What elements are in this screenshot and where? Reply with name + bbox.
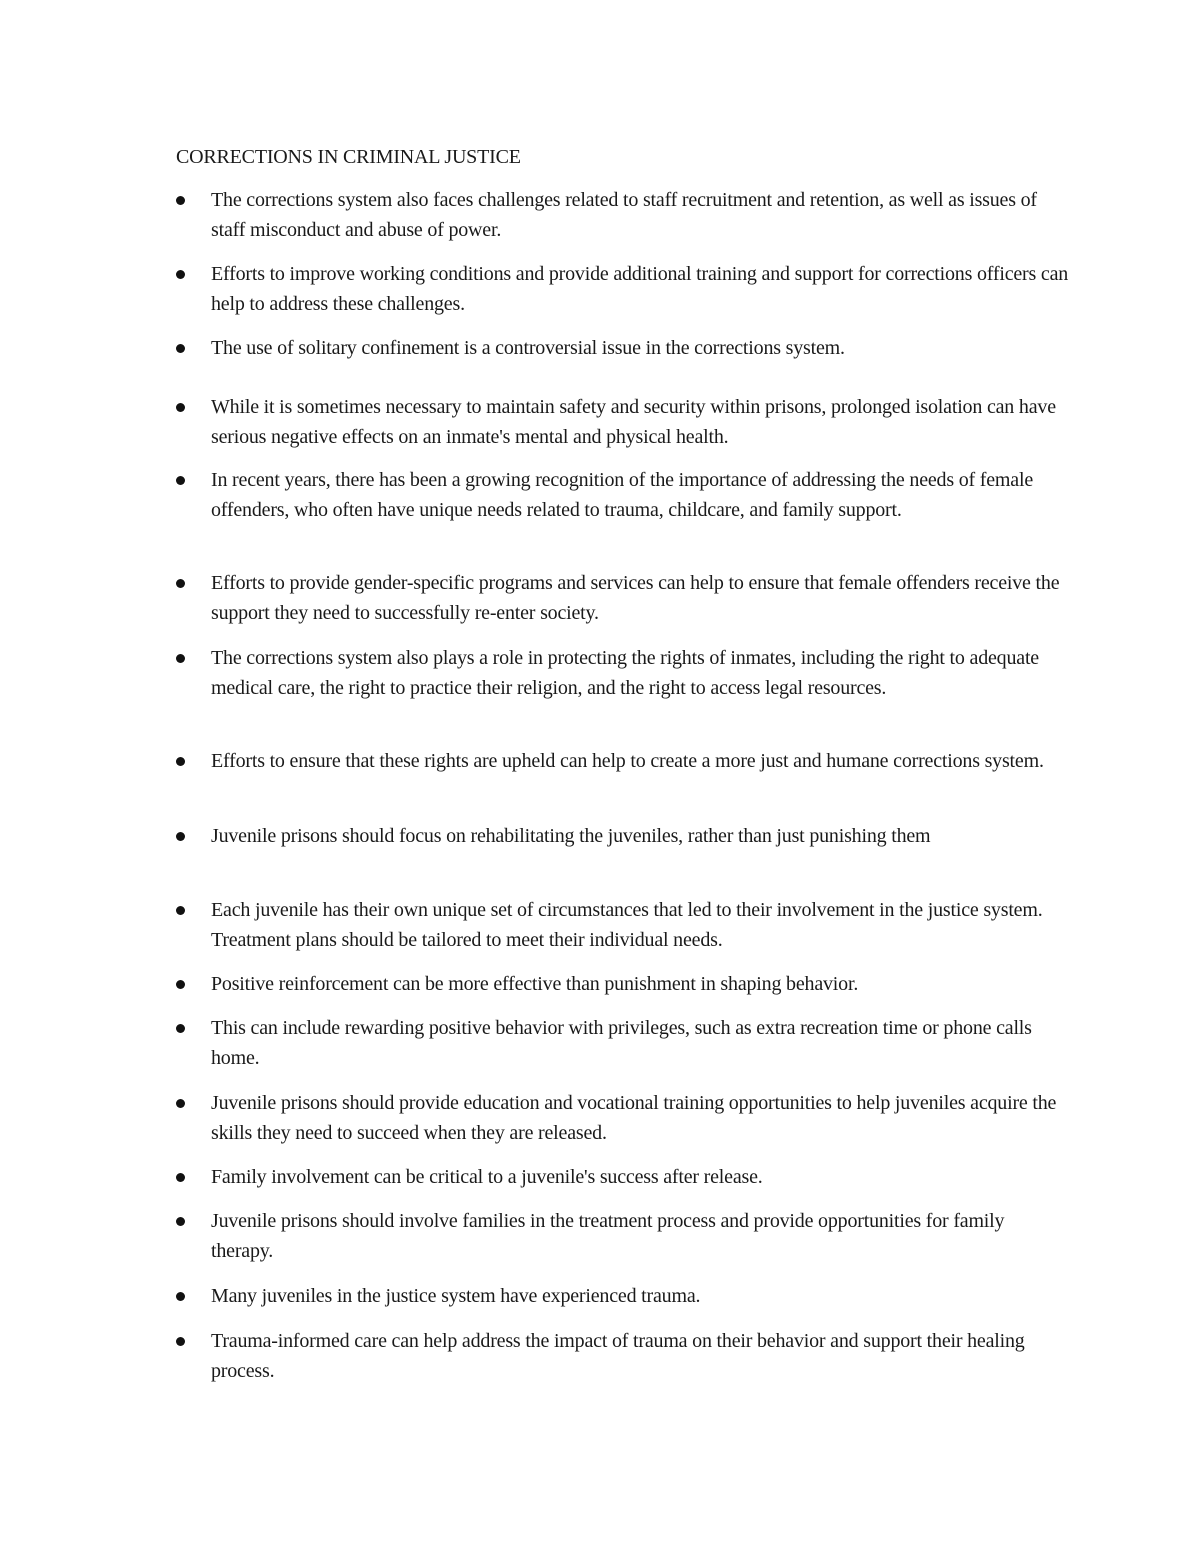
bullet-icon	[176, 1217, 185, 1226]
bullet-icon	[176, 403, 185, 412]
list-item-text: Many juveniles in the justice system have experienced trauma.	[211, 1285, 701, 1307]
bullet-icon	[176, 1024, 185, 1033]
bullet-icon	[176, 344, 185, 353]
list-item-text: Efforts to provide gender-specific programs and services can help to ensure that female offenders receive the support they need to successfully re-enter society.	[211, 572, 1060, 624]
list-item-text: Efforts to ensure that these rights are upheld can help to create a more just and humane corrections system.	[211, 750, 1044, 772]
list-item-text: Juvenile prisons should focus on rehabilitating the juveniles, rather than just punishing them	[211, 825, 931, 847]
list-item-text: The corrections system also plays a role in protecting the rights of inmates, including the right to adequate medical care, the right to practice their religion, and the right to access legal resources.	[211, 647, 1039, 699]
list-item-text: Juvenile prisons should provide education and vocational training opportunities to help juveniles acquire the skills they need to succeed when they are released.	[211, 1092, 1057, 1144]
list-item-text: The use of solitary confinement is a controversial issue in the corrections system.	[211, 337, 845, 359]
list-item-text: This can include rewarding positive behavior with privileges, such as extra recreation time or phone calls home.	[211, 1017, 1032, 1069]
list-item-text: Trauma-informed care can help address the impact of trauma on their behavior and support their healing process.	[211, 1330, 1025, 1382]
list-item-text: Juvenile prisons should involve families in the treatment process and provide opportunities for family therapy.	[211, 1210, 1005, 1262]
bullet-icon	[176, 270, 185, 279]
document-title: CORRECTIONS IN CRIMINAL JUSTICE	[176, 146, 521, 168]
list-item-text: Positive reinforcement can be more effective than punishment in shaping behavior.	[211, 973, 859, 995]
list-item-text: Family involvement can be critical to a juvenile's success after release.	[211, 1166, 763, 1188]
bullet-icon	[176, 476, 185, 485]
bullet-icon	[176, 1099, 185, 1108]
list-item-text: Efforts to improve working conditions and provide additional training and support for corrections officers can help to address these challenges.	[211, 263, 1069, 315]
bullet-icon	[176, 654, 185, 663]
bullet-icon	[176, 196, 185, 205]
bullet-icon	[176, 757, 185, 766]
bullet-icon	[176, 1337, 185, 1346]
bullet-icon	[176, 1292, 185, 1301]
bullet-icon	[176, 906, 185, 915]
list-item-text: In recent years, there has been a growing recognition of the importance of addressing the needs of female offenders, who often have unique needs related to trauma, childcare, and family support.	[211, 469, 1033, 521]
bullet-icon	[176, 1173, 185, 1182]
list-item-text: The corrections system also faces challenges related to staff recruitment and retention, as well as issues of staff misconduct and abuse of power.	[211, 189, 1037, 241]
bullet-icon	[176, 832, 185, 841]
bullet-icon	[176, 579, 185, 588]
bullet-icon	[176, 980, 185, 989]
list-item-text: While it is sometimes necessary to maintain safety and security within prisons, prolonged isolation can have serious negative effects on an inmate's mental and physical health.	[211, 396, 1056, 448]
list-item-text: Each juvenile has their own unique set of circumstances that led to their involvement in the justice system. Treatment plans should be tailored to meet their individual needs.	[211, 899, 1043, 951]
